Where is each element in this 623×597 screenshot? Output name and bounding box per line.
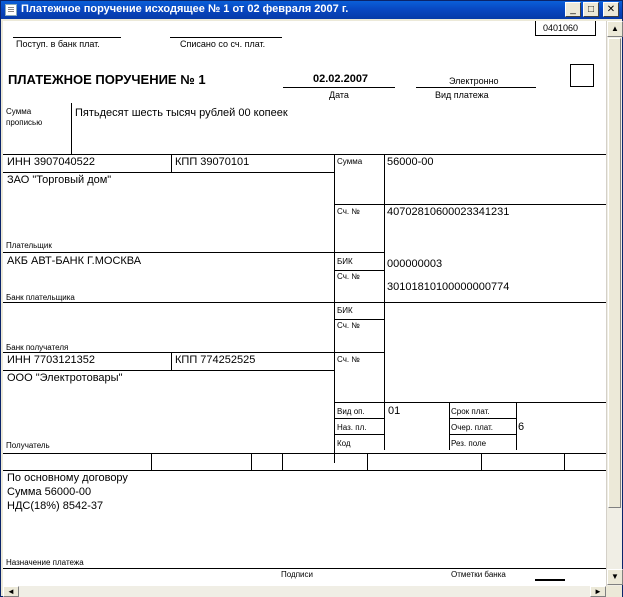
payer-inn: ИНН 3907040522 (7, 156, 96, 168)
maximize-button[interactable]: □ (583, 2, 599, 17)
horizontal-scrollbar[interactable] (3, 586, 606, 597)
amount-value: 56000-00 (387, 156, 434, 168)
divider (282, 453, 283, 470)
divider (251, 453, 252, 470)
purpose-line-3: НДС(18%) 8542-37 (7, 500, 104, 512)
purpose-label: Назначение платежа (6, 558, 84, 567)
reserve-label: Рез. поле (451, 439, 487, 448)
scroll-down-button[interactable]: ▼ (607, 569, 623, 585)
op-type-value: 01 (388, 405, 401, 417)
divider (481, 453, 482, 470)
payer-bik-value: 000000003 (387, 258, 443, 270)
purpose-code-label: Наз. пл. (337, 423, 367, 432)
divider (171, 154, 172, 172)
received-line (13, 37, 121, 38)
payer-bank-account-label: Сч. № (337, 272, 360, 281)
divider (449, 434, 516, 435)
divider (3, 370, 334, 371)
payer-name: ЗАО "Торговый дом" (7, 174, 112, 186)
divider (3, 453, 606, 454)
payee-name: ООО "Электротовары" (7, 372, 123, 384)
divider (334, 204, 384, 205)
payee-bank-label: Банк получателя (6, 343, 69, 352)
divider (3, 154, 606, 155)
divider (334, 418, 384, 419)
scroll-corner (606, 586, 622, 597)
amount-words-label-2: прописью (6, 118, 43, 127)
scroll-up-button[interactable]: ▲ (607, 21, 623, 37)
scroll-right-button[interactable]: ► (590, 586, 606, 597)
divider (516, 402, 517, 450)
payee-label: Получатель (6, 441, 50, 450)
payer-kpp: КПП 39070101 (175, 156, 250, 168)
divider (3, 568, 606, 569)
amount-words-value: Пятьдесят шесть тысяч рублей 00 копеек (75, 107, 288, 119)
payer-bank-label: Банк плательщика (6, 293, 75, 302)
divider (334, 319, 384, 320)
date-label: Дата (329, 90, 349, 100)
signatures-label: Подписи (281, 570, 313, 579)
purpose-line-2: Сумма 56000-00 (7, 486, 92, 498)
window-title: Платежное поручение исходящее № 1 от 02 февраля 2007 г. (21, 3, 349, 15)
payer-label: Плательщик (6, 241, 52, 250)
amount-label: Сумма (337, 157, 363, 166)
divider (3, 302, 606, 303)
divider (3, 172, 334, 173)
payee-bik-label: БИК (337, 306, 353, 315)
divider (151, 453, 152, 470)
received-label: Поступ. в банк плат. (16, 39, 100, 49)
date-value: 02.02.2007 (313, 73, 369, 85)
amount-words-label-1: Сумма (6, 107, 32, 116)
code-label: Код (337, 439, 351, 448)
payee-account-label: Сч. № (337, 355, 360, 364)
scroll-thumb[interactable] (608, 38, 621, 508)
payment-type-line (416, 87, 536, 88)
bank-marks-label: Отметки банка (451, 570, 506, 579)
document-icon (5, 4, 17, 16)
close-button[interactable]: ✕ (603, 2, 619, 17)
payee-inn: ИНН 7703121352 (7, 354, 96, 366)
divider (3, 470, 606, 471)
okud-code: 0401060 (543, 23, 579, 33)
payment-type-label: Вид платежа (435, 90, 489, 100)
divider (171, 352, 172, 370)
title-bar[interactable] (1, 1, 622, 19)
payer-bik-label: БИК (337, 257, 353, 266)
op-type-label: Вид оп. (337, 407, 365, 416)
divider (3, 352, 384, 353)
payee-kpp: КПП 774252525 (175, 354, 256, 366)
divider (535, 579, 565, 581)
divider (334, 434, 384, 435)
purpose-line-1: По основному договору (7, 472, 128, 484)
form-title: ПЛАТЕЖНОЕ ПОРУЧЕНИЕ № 1 (8, 72, 206, 87)
payer-account-label: Сч. № (337, 207, 360, 216)
divider (334, 270, 384, 271)
debited-label: Списано со сч. плат. (180, 39, 266, 49)
vertical-scrollbar[interactable] (606, 21, 622, 586)
date-line (283, 87, 395, 88)
payer-account-value: 40702810600023341231 (387, 206, 510, 218)
divider (384, 204, 606, 205)
divider (334, 154, 335, 463)
divider (71, 103, 72, 154)
scroll-left-button[interactable]: ◄ (3, 586, 19, 597)
payer-bank-account-value: 30101810100000000774 (387, 281, 510, 293)
debited-line (170, 37, 282, 38)
divider (334, 402, 606, 403)
payee-bank-account-label: Сч. № (337, 321, 360, 330)
status-box (570, 64, 594, 87)
document-area (3, 21, 606, 586)
divider (3, 252, 384, 253)
divider (564, 453, 565, 470)
divider (449, 418, 516, 419)
due-label: Срок плат. (451, 407, 490, 416)
payment-type-value: Электронно (449, 76, 499, 86)
minimize-button[interactable]: _ (565, 2, 581, 17)
priority-label: Очер. плат. (451, 423, 494, 432)
priority-value: 6 (518, 421, 525, 433)
divider (449, 402, 450, 450)
payer-bank-name: АКБ АВТ-БАНК Г.МОСКВА (7, 255, 142, 267)
divider (367, 453, 368, 470)
